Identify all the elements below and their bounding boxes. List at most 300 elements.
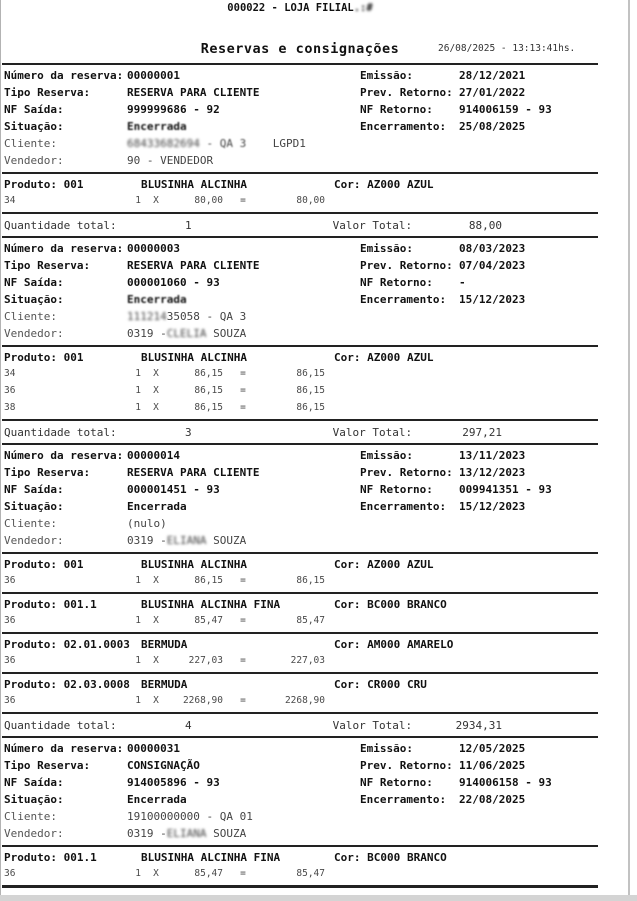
field-label: NF Saída:	[4, 776, 64, 789]
totais-row	[2, 214, 502, 236]
field-label: Vendedor:	[4, 534, 64, 547]
nf-saida-value: 914005896 - 93	[127, 776, 220, 789]
quantidade-total-value: 4	[184, 718, 192, 732]
cor-descricao: AZUL	[407, 558, 434, 571]
produto-codigo-value: 001	[63, 558, 84, 571]
reserva-field-row	[2, 791, 598, 808]
page-left-edge	[0, 0, 1, 901]
field-label: Vendedor:	[4, 827, 64, 840]
item-total: 86,15	[296, 402, 325, 413]
multiply-symbol: X	[153, 615, 159, 626]
field-label: Cliente:	[4, 137, 57, 150]
text-part: SOUZA	[206, 534, 247, 547]
situacao-value: Encerrada	[127, 120, 187, 133]
reserva-field-row	[2, 498, 598, 515]
section-divider	[2, 885, 598, 888]
produto-descricao: BLUSINHA ALCINHA	[141, 351, 247, 364]
cor-codigo	[334, 598, 407, 611]
produto-header-row	[2, 597, 598, 612]
produto-header-row	[2, 350, 598, 365]
nf-retorno-value: -	[459, 276, 466, 289]
reserva-field-row	[2, 447, 598, 464]
situacao-value: Encerrada	[127, 793, 187, 806]
vendedor-value	[127, 327, 360, 340]
field-label: Produto:	[4, 558, 57, 571]
tipo-reserva-value: CONSIGNAÇÃO	[127, 759, 200, 772]
text-part: 19100000000 - QA 01	[127, 810, 253, 823]
field-label: Cor:	[334, 678, 361, 691]
cor-codigo	[334, 851, 407, 864]
field-label: Prev. Retorno:	[360, 259, 453, 272]
text-part: 0319 -	[127, 327, 167, 340]
item-row	[2, 612, 598, 629]
field-label: Emissão:	[360, 69, 413, 82]
cliente-value	[127, 137, 360, 150]
prev-retorno-value: 07/04/2023	[459, 259, 526, 272]
cor-codigo	[334, 558, 407, 571]
valor-total-value: 297,21	[462, 425, 502, 439]
field-label: Tipo Reserva:	[4, 466, 91, 479]
text-part: LGPD1	[246, 137, 306, 150]
store-header	[2, 2, 598, 14]
redacted-text: ELIANA	[166, 534, 207, 547]
item-preco: 85,47	[194, 615, 223, 626]
equals-symbol: =	[240, 655, 246, 666]
totais-row	[2, 714, 502, 736]
item-quantidade: 1	[135, 575, 141, 586]
field-label: Quantidade total:	[4, 218, 117, 232]
produto-codigo-value: 02.01.0003	[63, 638, 130, 651]
field-label: Encerramento:	[360, 293, 447, 306]
item-preco: 86,15	[194, 402, 223, 413]
item-preco: 86,15	[194, 385, 223, 396]
field-label: Cor:	[334, 598, 361, 611]
reserva-field-row	[2, 152, 598, 169]
prev-retorno-value: 13/12/2023	[459, 466, 526, 479]
vendedor-value	[127, 154, 360, 167]
field-label: NF Retorno:	[360, 483, 433, 496]
produto-section	[2, 634, 598, 672]
text-part: 35058 - QA 3	[166, 310, 247, 323]
cor-descricao: AMARELO	[407, 638, 454, 651]
reserva-field-row	[2, 481, 598, 498]
item-preco: 86,15	[194, 368, 223, 379]
cor-codigo-value: AZ000	[367, 178, 401, 191]
redacted-text: ELIANA	[166, 827, 207, 840]
produto-descricao: BERMUDA	[141, 678, 188, 691]
reserva-field-row	[2, 464, 598, 481]
field-label: Produto:	[4, 351, 57, 364]
field-label: Cor:	[334, 558, 361, 571]
field-label: Produto:	[4, 678, 57, 691]
field-label: Produto:	[4, 638, 57, 651]
itens-wrap	[2, 612, 598, 629]
item-tamanho: 36	[4, 695, 16, 706]
reserva-field-row	[2, 532, 598, 549]
quantidade-total-value: 1	[184, 218, 192, 232]
quantidade-total-value: 3	[184, 425, 192, 439]
situacao-value: Encerrada	[127, 500, 187, 513]
field-label: NF Retorno:	[360, 103, 433, 116]
page-right-edge	[628, 0, 630, 901]
reserva-field-row	[2, 308, 598, 325]
equals-symbol: =	[240, 195, 246, 206]
item-tamanho: 36	[4, 868, 16, 879]
produto-codigo-value: 001.1	[63, 851, 97, 864]
produto-descricao: BLUSINHA ALCINHA FINA	[141, 598, 281, 611]
cor-descricao: BRANCO	[407, 598, 447, 611]
reserva-field-row	[2, 101, 598, 118]
cor-codigo-value: AZ000	[367, 351, 401, 364]
reserva-field-row	[2, 808, 598, 825]
reserva-header-block	[2, 738, 598, 845]
redacted-text: CLELIA	[166, 327, 207, 340]
field-label: Valor Total:	[332, 718, 413, 732]
reserva-numero-value: 00000003	[127, 242, 180, 255]
equals-symbol: =	[240, 868, 246, 879]
produtos-wrap	[2, 847, 598, 888]
cor-codigo	[334, 351, 407, 364]
text-part: 0319 -	[127, 827, 167, 840]
produto-codigo-value: 001	[63, 351, 84, 364]
emissao-value: 08/03/2023	[459, 242, 526, 255]
field-label: Cliente:	[4, 310, 57, 323]
reserva-block	[2, 238, 598, 445]
item-quantidade: 1	[135, 368, 141, 379]
item-preco: 227,03	[188, 655, 223, 666]
cor-descricao: AZUL	[407, 178, 434, 191]
totais-row	[2, 421, 502, 443]
field-label: Situação:	[4, 500, 64, 513]
reserva-field-row	[2, 118, 598, 135]
field-label: Quantidade total:	[4, 718, 117, 732]
reserva-field-row	[2, 135, 598, 152]
item-tamanho: 38	[4, 402, 16, 413]
item-row	[2, 865, 598, 882]
reserva-field-row	[2, 774, 598, 791]
produto-header-row	[2, 177, 598, 192]
item-quantidade: 1	[135, 695, 141, 706]
cor-codigo-value: AZ000	[367, 558, 401, 571]
reserva-numero-value: 00000014	[127, 449, 180, 462]
equals-symbol: =	[240, 368, 246, 379]
vendedor-value	[127, 827, 360, 840]
produto-descricao: BERMUDA	[141, 638, 188, 651]
item-total: 85,47	[296, 615, 325, 626]
equals-symbol: =	[240, 402, 246, 413]
multiply-symbol: X	[153, 368, 159, 379]
reserva-header-block	[2, 65, 598, 172]
field-label: Número da reserva:	[4, 69, 124, 82]
cor-codigo	[334, 638, 407, 651]
item-total: 80,00	[296, 195, 325, 206]
itens-wrap	[2, 652, 598, 669]
equals-symbol: =	[240, 575, 246, 586]
field-label: Encerramento:	[360, 793, 447, 806]
item-row	[2, 692, 598, 709]
reserva-numero-value: 00000031	[127, 742, 180, 755]
encerramento-value: 15/12/2023	[459, 293, 526, 306]
emissao-value: 28/12/2021	[459, 69, 526, 82]
emissao-value: 13/11/2023	[459, 449, 526, 462]
reserva-numero-value: 00000001	[127, 69, 180, 82]
reserva-field-row	[2, 257, 598, 274]
field-label: Cor:	[334, 638, 361, 651]
nf-saida-value: 000001060 - 93	[127, 276, 220, 289]
produtos-wrap	[2, 554, 598, 714]
cor-codigo-value: CR000	[367, 678, 401, 691]
produto-codigo	[2, 678, 141, 691]
emissao-value: 12/05/2025	[459, 742, 526, 755]
reserva-field-row	[2, 515, 598, 532]
cor-codigo	[334, 178, 407, 191]
reserva-header-block	[2, 445, 598, 552]
reserva-field-row	[2, 84, 598, 101]
field-label: Valor Total:	[332, 218, 413, 232]
item-row	[2, 572, 598, 589]
redacted-text: 68433682694	[127, 137, 200, 150]
item-quantidade: 1	[135, 655, 141, 666]
cor-descricao: BRANCO	[407, 851, 447, 864]
item-preco: 80,00	[194, 195, 223, 206]
store-header-text: 000022 - LOJA FILIAL	[227, 2, 354, 14]
multiply-symbol: X	[153, 868, 159, 879]
itens-wrap	[2, 692, 598, 709]
equals-symbol: =	[240, 615, 246, 626]
reservas-list	[2, 65, 598, 888]
produto-codigo-value: 02.03.0008	[63, 678, 130, 691]
produtos-wrap	[2, 174, 598, 214]
produto-header-row	[2, 557, 598, 572]
report-content	[2, 0, 598, 888]
text-part: SOUZA	[206, 827, 247, 840]
produto-descricao: BLUSINHA ALCINHA FINA	[141, 851, 281, 864]
multiply-symbol: X	[153, 385, 159, 396]
situacao-value: Encerrada	[127, 293, 187, 306]
field-label: NF Saída:	[4, 103, 64, 116]
reserva-field-row	[2, 274, 598, 291]
equals-symbol: =	[240, 385, 246, 396]
produto-header-row	[2, 850, 598, 865]
cliente-value	[127, 310, 360, 323]
field-label: Situação:	[4, 293, 64, 306]
item-quantidade: 1	[135, 868, 141, 879]
cor-codigo	[334, 678, 407, 691]
produto-header-row	[2, 637, 598, 652]
field-label: Vendedor:	[4, 327, 64, 340]
text-part: 0319 -	[127, 534, 167, 547]
tipo-reserva-value: RESERVA PARA CLIENTE	[127, 259, 260, 272]
field-label: Encerramento:	[360, 120, 447, 133]
item-tamanho: 36	[4, 575, 16, 586]
equals-symbol: =	[240, 695, 246, 706]
cor-codigo-value: BC000	[367, 851, 401, 864]
reserva-block	[2, 738, 598, 888]
field-label: Emissão:	[360, 242, 413, 255]
item-tamanho: 36	[4, 655, 16, 666]
cliente-value	[127, 810, 360, 823]
produto-codigo-value: 001	[63, 178, 84, 191]
multiply-symbol: X	[153, 655, 159, 666]
produto-section	[2, 347, 598, 419]
field-label: Número da reserva:	[4, 449, 124, 462]
produto-header-row	[2, 677, 598, 692]
multiply-symbol: X	[153, 195, 159, 206]
field-label: NF Retorno:	[360, 276, 433, 289]
text-part: SOUZA	[206, 327, 247, 340]
field-label: Vendedor:	[4, 154, 64, 167]
item-quantidade: 1	[135, 615, 141, 626]
item-tamanho: 36	[4, 615, 16, 626]
itens-wrap	[2, 572, 598, 589]
field-label: Quantidade total:	[4, 425, 117, 439]
item-preco: 2268,90	[182, 695, 223, 706]
item-preco: 85,47	[194, 868, 223, 879]
itens-wrap	[2, 365, 598, 416]
nf-retorno-value: 914006158 - 93	[459, 776, 552, 789]
item-row	[2, 399, 598, 416]
field-label: Prev. Retorno:	[360, 466, 453, 479]
item-tamanho: 34	[4, 368, 16, 379]
item-quantidade: 1	[135, 195, 141, 206]
produto-section	[2, 674, 598, 712]
field-label: Cor:	[334, 178, 361, 191]
cor-descricao: CRU	[407, 678, 427, 691]
cor-codigo-value: AM000	[367, 638, 401, 651]
field-label: Tipo Reserva:	[4, 86, 91, 99]
item-quantidade: 1	[135, 385, 141, 396]
produto-codigo	[2, 178, 141, 191]
reserva-field-row	[2, 291, 598, 308]
item-total: 86,15	[296, 575, 325, 586]
tipo-reserva-value: RESERVA PARA CLIENTE	[127, 86, 260, 99]
field-label: Situação:	[4, 120, 64, 133]
encerramento-value: 25/08/2025	[459, 120, 526, 133]
field-label: Número da reserva:	[4, 742, 124, 755]
text-part: 90 - VENDEDOR	[127, 154, 214, 167]
cor-codigo-value: BC000	[367, 598, 401, 611]
field-label: NF Saída:	[4, 483, 64, 496]
produto-section	[2, 847, 598, 885]
encerramento-value: 15/12/2023	[459, 500, 526, 513]
item-quantidade: 1	[135, 402, 141, 413]
produto-section	[2, 554, 598, 592]
nf-saida-value: 999999686 - 92	[127, 103, 220, 116]
itens-wrap	[2, 865, 598, 882]
item-total: 86,15	[296, 368, 325, 379]
nf-retorno-value: 009941351 - 93	[459, 483, 552, 496]
store-header-redacted-text: .:#	[353, 2, 373, 14]
item-row	[2, 652, 598, 669]
report-title: Reservas e consignações	[200, 41, 400, 57]
page-bottom-edge	[0, 895, 637, 901]
multiply-symbol: X	[153, 402, 159, 413]
report-timestamp: 26/08/2025 - 13:13:41hs.	[438, 43, 576, 54]
tipo-reserva-value: RESERVA PARA CLIENTE	[127, 466, 260, 479]
nf-retorno-value: 914006159 - 93	[459, 103, 552, 116]
reserva-block	[2, 445, 598, 738]
reserva-block	[2, 65, 598, 238]
produto-codigo	[2, 851, 141, 864]
item-total: 86,15	[296, 385, 325, 396]
field-label: Cliente:	[4, 810, 57, 823]
reserva-field-row	[2, 757, 598, 774]
item-tamanho: 36	[4, 385, 16, 396]
vendedor-value	[127, 534, 360, 547]
text-part: (nulo)	[127, 517, 167, 530]
produto-descricao: BLUSINHA ALCINHA	[141, 178, 247, 191]
prev-retorno-value: 11/06/2025	[459, 759, 526, 772]
field-label: Prev. Retorno:	[360, 759, 453, 772]
field-label: NF Saída:	[4, 276, 64, 289]
field-label: Cor:	[334, 351, 361, 364]
produto-codigo	[2, 351, 141, 364]
item-tamanho: 34	[4, 195, 16, 206]
item-total: 227,03	[290, 655, 325, 666]
produto-codigo	[2, 598, 141, 611]
itens-wrap	[2, 192, 598, 209]
produto-codigo-value: 001.1	[63, 598, 97, 611]
field-label: Situação:	[4, 793, 64, 806]
field-label: Encerramento:	[360, 500, 447, 513]
cor-descricao: AZUL	[407, 351, 434, 364]
produto-descricao: BLUSINHA ALCINHA	[141, 558, 247, 571]
field-label: Emissão:	[360, 742, 413, 755]
item-preco: 86,15	[194, 575, 223, 586]
field-label: Prev. Retorno:	[360, 86, 453, 99]
field-label: Tipo Reserva:	[4, 759, 91, 772]
nf-saida-value: 000001451 - 93	[127, 483, 220, 496]
field-label: Cor:	[334, 851, 361, 864]
field-label: Valor Total:	[332, 425, 413, 439]
produtos-wrap	[2, 347, 598, 421]
multiply-symbol: X	[153, 575, 159, 586]
produto-codigo	[2, 558, 141, 571]
item-row	[2, 382, 598, 399]
field-label: Produto:	[4, 598, 57, 611]
valor-total-value: 88,00	[468, 218, 502, 232]
reserva-field-row	[2, 240, 598, 257]
report-header	[2, 0, 598, 63]
field-label: Cliente:	[4, 517, 57, 530]
field-label: Produto:	[4, 178, 57, 191]
redacted-text: 111214	[127, 310, 167, 323]
reserva-field-row	[2, 740, 598, 757]
produto-section	[2, 594, 598, 632]
field-label: Número da reserva:	[4, 242, 124, 255]
encerramento-value: 22/08/2025	[459, 793, 526, 806]
reserva-field-row	[2, 325, 598, 342]
field-label: Produto:	[4, 851, 57, 864]
item-row	[2, 365, 598, 382]
field-label: NF Retorno:	[360, 776, 433, 789]
cliente-value	[127, 517, 360, 530]
field-label: Emissão:	[360, 449, 413, 462]
item-total: 2268,90	[284, 695, 325, 706]
item-total: 85,47	[296, 868, 325, 879]
field-label: Tipo Reserva:	[4, 259, 91, 272]
reserva-field-row	[2, 67, 598, 84]
produto-section	[2, 174, 598, 212]
redacted-text: - QA 3	[199, 137, 247, 150]
prev-retorno-value: 27/01/2022	[459, 86, 526, 99]
produto-codigo	[2, 638, 141, 651]
multiply-symbol: X	[153, 695, 159, 706]
valor-total-value: 2934,31	[455, 718, 502, 732]
reserva-header-block	[2, 238, 598, 345]
item-row	[2, 192, 598, 209]
reserva-field-row	[2, 825, 598, 842]
